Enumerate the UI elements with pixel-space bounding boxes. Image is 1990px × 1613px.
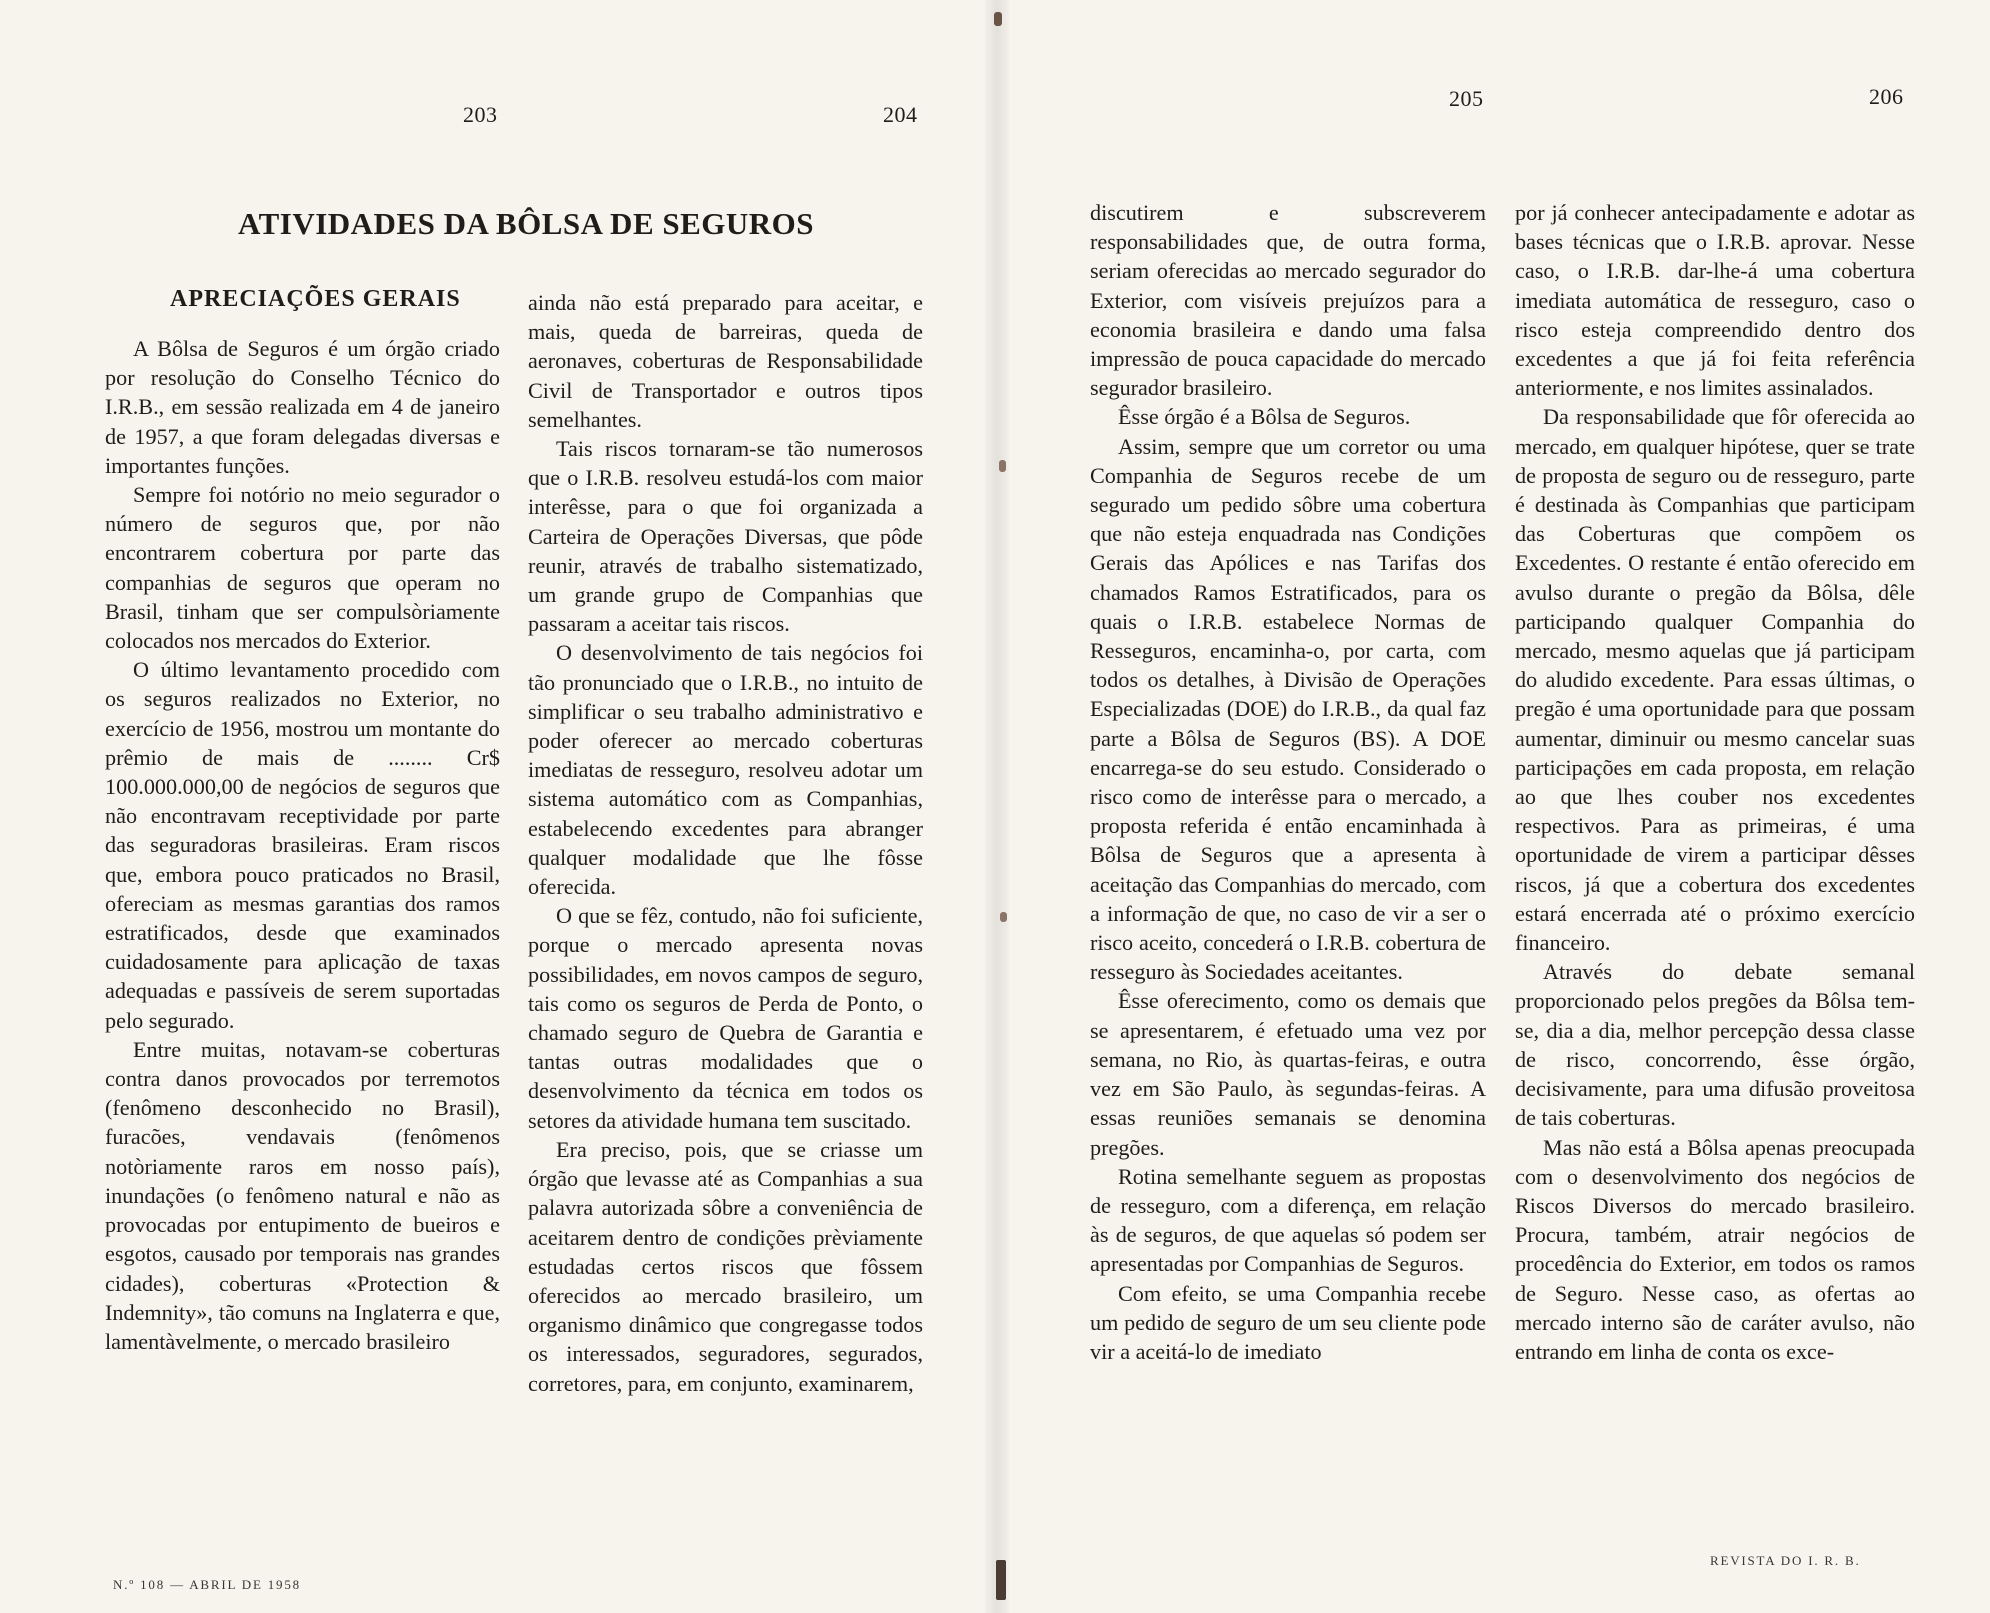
paragraph: ainda não está preparado para aceitar, e mais, queda de barreiras, queda de aeronaves, coberturas de Responsabilidade Civil de Transportador e outros tipos semelhantes. bbox=[528, 290, 923, 432]
footer-magazine: REVISTA DO I. R. B. bbox=[1710, 1553, 1861, 1568]
binding-mark bbox=[1000, 912, 1007, 922]
paragraph: Assim, sempre que um corretor ou uma Companhia de Seguros recebe de um segurado um pedido sôbre uma cobertura que não esteja enquadrada nas Condições Gerais das Apólices e nas Tarifas dos chamados Ramos Estratificados, para os quais o I.R.B. estabelece Normas de Resseguros, encaminha-o, por carta, com todos os detalhes, à Divisão de Operações Especializadas (DOE) do I.R.B., da qual faz parte a Bôlsa de Seguros (BS). A DOE encarrega-se do seu estudo. Considerado o risco como de interêsse para o mercado, a proposta referida é então encaminhada à Bôlsa de Seguros que a apresenta à aceitação das Companhias do mercado, com a informação de que, no caso de vir a ser o risco aceito, concederá o I.R.B. cobertura de resseguro às Sociedades aceitantes. bbox=[1090, 433, 1486, 985]
paragraph: por já conhecer antecipadamente e adotar as bases técnicas que o I.R.B. aprovar. Nesse caso, o I.R.B. dar-lhe-á uma cobertura imediata automática de resseguro, caso o risco esteja compreendido dentro dos excedentes a que já foi feita referência anteriormente, e nos limites assinalados. bbox=[1515, 200, 1915, 401]
paragraph: Com efeito, se uma Companhia recebe um pedido de seguro de um seu cliente pode vir a aceitá-lo de imediato bbox=[1090, 1280, 1486, 1364]
binding-gutter bbox=[985, 0, 1009, 1613]
page-number-203: 203 bbox=[463, 102, 498, 127]
paragraph: A Bôlsa de Seguros é um órgão criado por resolução do Conselho Técnico do I.R.B., em sessão realizada em 4 de janeiro de 1957, a que foram delegadas diversas e importantes funções. bbox=[105, 336, 500, 478]
paragraph: O desenvolvimento de tais negócios foi tão pronunciado que o I.R.B., no intuito de simplificar o seu trabalho administrativo e poder oferecer ao mercado coberturas imediatas de resseguro, resolveu adotar um sistema automático com as Companhias, estabelecendo excedentes para abranger qualquer modalidade que lhe fôsse oferecida. bbox=[528, 640, 923, 900]
page-number-205: 205 bbox=[1449, 86, 1484, 111]
page-number-204: 204 bbox=[883, 102, 918, 127]
binding-mark bbox=[999, 460, 1006, 472]
paragraph: Êsse órgão é a Bôlsa de Seguros. bbox=[1118, 404, 1411, 430]
paragraph: Rotina semelhante seguem as propostas de resseguro, com a diferença, em relação às de seguros, de que aquelas só podem ser apresentadas por Companhias de Seguros. bbox=[1090, 1163, 1486, 1277]
paragraph: Tais riscos tornaram-se tão numerosos que o I.R.B. resolveu estudá-los com maior interêsse, para o que foi organizada a Carteira de Operações Diversas, que pôde reunir, através de trabalho sistematizado, um grande grupo de Companhias que passaram a aceitar tais riscos. bbox=[528, 436, 923, 637]
article-title: ATIVIDADES DA BÔLSA DE SEGUROS bbox=[238, 206, 815, 241]
paragraph: Entre muitas, notavam-se coberturas contra danos provocados por terremotos (fenômeno desconhecido no Brasil), furacões, vendavais (fenômenos notòriamente raros em nosso país), inundações (o fenômeno natural e não as provocadas por entupimento de bueiros e esgotos, causado por temporais nas grandes cidades), coberturas «Protection & Indemnity», tão comuns na Inglaterra e que, lamentàvelmente, o mercado brasileiro bbox=[105, 1036, 500, 1354]
column-page-203 bbox=[105, 334, 500, 1356]
paragraph: Mas não está a Bôlsa apenas preocupada com o desenvolvimento dos negócios de Riscos Diversos do mercado brasileiro. Procura, também, atrair negócios de procedência do Exterior, em todos os ramos de Seguro. Nesse caso, as ofertas ao mercado interno são de caráter avulso, não entrando em linha de conta os exce- bbox=[1515, 1134, 1915, 1364]
column-page-204 bbox=[528, 288, 923, 1398]
binding-mark bbox=[994, 12, 1002, 26]
paragraph: O último levantamento procedido com os seguros realizados no Exterior, no exercício de 1956, mostrou um montante do prêmio de mais de ........ Cr$ 100.000.000,00 de negócios de seguros que não encontravam receptividade por parte das seguradoras brasileiras. Eram riscos que, embora pouco praticados no Brasil, ofereciam as mesmas garantias dos ramos estratificados, desde que examinados cuidadosamente para aplicação de taxas adequadas e passíveis de serem suportadas pelo segurado. bbox=[105, 657, 500, 1033]
column-page-205 bbox=[1090, 198, 1486, 1366]
footer-issue: N.º 108 — ABRIL DE 1958 bbox=[113, 1577, 301, 1592]
paragraph: O que se fêz, contudo, não foi suficiente, porque o mercado apresenta novas possibilidades, em novos campos de seguro, tais como os seguros de Perda de Ponto, o chamado seguro de Quebra de Garantia e tantas outras modalidades que o desenvolvimento da técnica em todos os setores da atividade humana tem suscitado. bbox=[528, 903, 923, 1133]
section-heading: APRECIAÇÕES GERAIS bbox=[170, 286, 461, 312]
column-page-206 bbox=[1515, 198, 1915, 1366]
paragraph: Da responsabilidade que fôr oferecida ao mercado, em qualquer hipótese, quer se trate de proposta de seguro ou de resseguro, parte é destinada às Companhias que participam das Coberturas que compõem os Excedentes. O restante é então oferecido em avulso durante o pregão da Bôlsa, dêle participando qualquer Companhia do mercado, mesmo aquelas que já participam do aludido excedente. Para essas últimas, o pregão é uma oportunidade para que possam aumentar, diminuir ou mesmo cancelar suas participações em cada proposta, em relação ao que lhes couber nos excedentes respectivos. Para as primeiras, é uma oportunidade de virem a participar dêsses riscos, já que a cobertura dos excedentes estará encerrada até o próximo exercício financeiro. bbox=[1515, 404, 1915, 956]
page-number-206: 206 bbox=[1869, 84, 1904, 109]
paragraph: Através do debate semanal proporcionado pelos pregões da Bôlsa tem-se, dia a dia, melhor percepção dessa classe de risco, concorrendo, êsse órgão, decisivamente, para uma difusão proveitosa de tais coberturas. bbox=[1515, 959, 1915, 1131]
paragraph: discutirem e subscreverem responsabilidades que, de outra forma, seriam oferecidas ao mercado segurador do Exterior, com visíveis prejuízos para a economia brasileira e dando uma falsa impressão de pouca capacidade do mercado segurador brasileiro. bbox=[1090, 200, 1486, 401]
paragraph: Êsse oferecimento, como os demais que se apresentarem, é efetuado uma vez por semana, no Rio, às quartas-feiras, e outra vez em São Paulo, às segundas-feiras. A essas reuniões semanais se denomina pregões. bbox=[1090, 988, 1486, 1160]
paragraph: Era preciso, pois, que se criasse um órgão que levasse até as Companhias a sua palavra autorizada sôbre a conveniência de aceitarem dentro de condições prèviamente estudadas certos riscos que fôssem oferecidos ao mercado brasileiro, um organismo dinâmico que congregasse todos os interessados, seguradores, segurados, corretores, para, em conjunto, examinarem, bbox=[528, 1136, 923, 1396]
paragraph: Sempre foi notório no meio segurador o número de seguros que, por não encontrarem cobertura por parte das companhias de seguros que operam no Brasil, tinham que ser compulsòriamente colocados nos mercados do Exterior. bbox=[105, 482, 500, 654]
binding-mark bbox=[996, 1560, 1006, 1600]
